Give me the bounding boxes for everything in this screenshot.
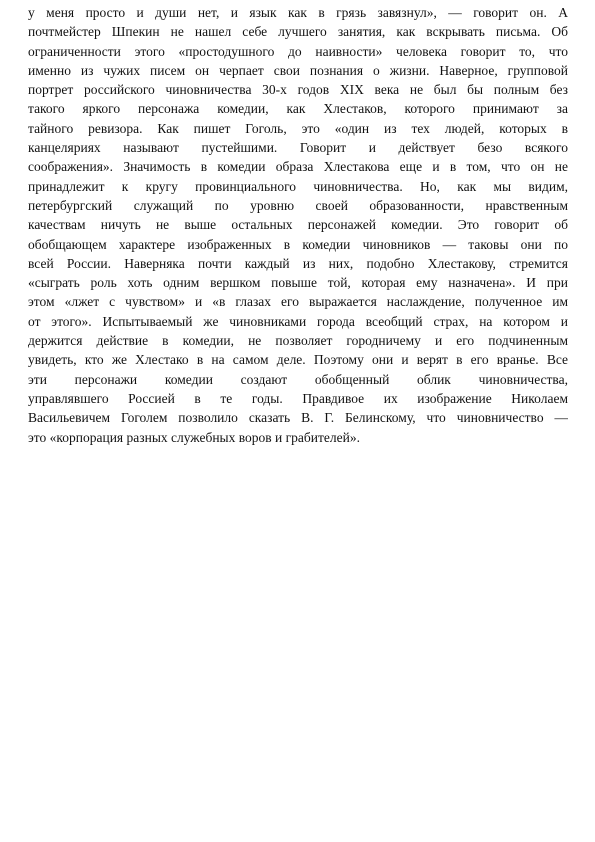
- body-text: [28, 3, 568, 447]
- text-line: «сыграть роль хоть одним вершком повыше той, которая ему назначена». И при: [28, 275, 568, 291]
- text-line: такого яркого персонажа комедии, как Хлестаков, которого принимают за: [28, 101, 568, 117]
- text-line: соображения». Значимость в комедии образа Хлестакова еще и в том, что он не: [28, 159, 568, 175]
- text-line: тайного ревизора. Как пишет Гоголь, это «один из тех людей, которых в: [28, 120, 568, 136]
- text-line: канцеляриях называют пустейшими. Говорит и действует безо всякого: [28, 140, 568, 156]
- text-line: Васильевичем Гоголем позволило сказать В. Г. Белинскому, что чиновничество —: [28, 410, 568, 426]
- text-line: управлявшего Россией в те годы. Правдивое их изображение Николаем: [28, 390, 568, 406]
- text-line: у меня просто и души нет, и язык как в грязь завязнул», — говорит он. А: [28, 5, 568, 20]
- text-line: принадлежит к кругу провинциального чиновничества. Но, как мы видим,: [28, 178, 568, 194]
- text-line: этом «лжет с чувством» и «в глазах его выражается наслаждение, полученное им: [28, 294, 568, 310]
- text-line: портрет российского чиновничества 30-х годов XIX века не был бы полным без: [28, 82, 568, 98]
- text-line: от этого». Испытываемый же чиновниками города всеобщий страх, на котором и: [28, 313, 568, 329]
- text-line: эти персонажи комедии создают обобщенный облик чиновничества,: [28, 371, 568, 387]
- text-line: качествам ничуть не выше остальных персонажей комедии. Это говорит об: [28, 217, 568, 233]
- text-line: увидеть, кто же Хлестако в на самом деле. Поэтому они и верят в его вранье. Все: [28, 352, 568, 368]
- text-line: именно из чужих писем он черпает свои познания о жизни. Наверное, групповой: [28, 62, 568, 78]
- text-line: почтмейстер Шпекин не нашел себе лучшего занятия, как вскрывать письма. Об: [28, 24, 568, 40]
- text-line: держится действие в комедии, не позволяет городничему и его подчиненным: [28, 333, 568, 349]
- text-line: это «корпорация разных служебных воров и грабителей».: [28, 429, 360, 445]
- text-line: петербургский служащий по уровню своей образованности, нравственным: [28, 197, 568, 213]
- text-line: всей России. Наверняка почти каждый из них, подобно Хлестакову, стремится: [28, 255, 568, 271]
- text-line: ограниченности этого «простодушного до наивности» человека говорит то, что: [28, 43, 568, 59]
- text-line: обобщающем характере изображенных в комедии чиновников — таковы они по: [28, 236, 568, 252]
